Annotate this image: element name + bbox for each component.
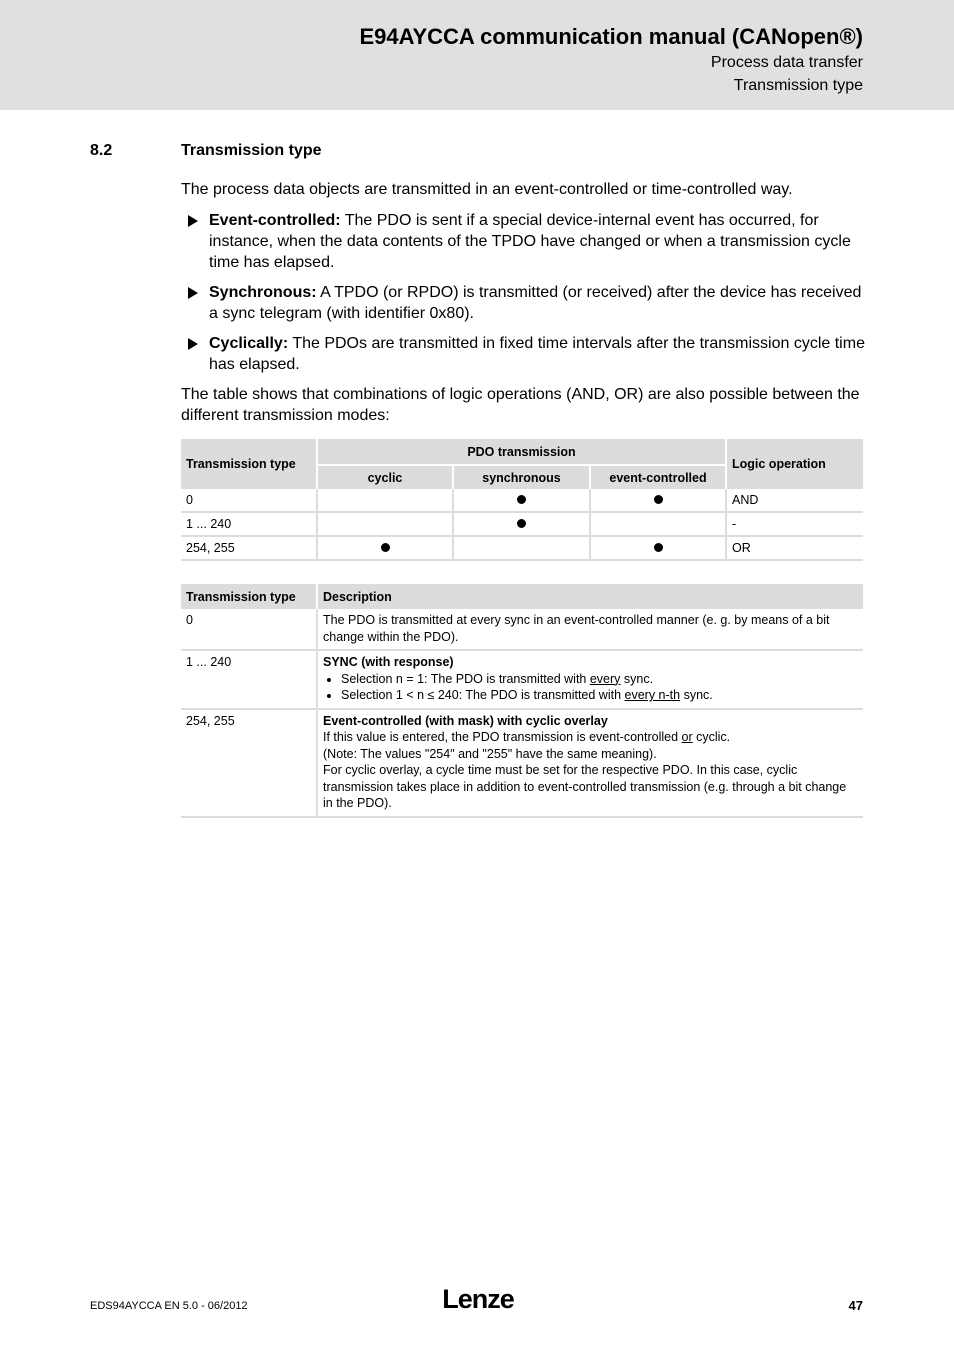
bullet-dot-icon: [654, 495, 663, 504]
header-event-controlled: event-controlled: [590, 465, 726, 489]
cell-synchronous: [453, 512, 590, 536]
svg-text:Lenze: Lenze: [442, 1284, 514, 1314]
cell-type: 0: [181, 609, 317, 650]
header-synchronous: synchronous: [453, 465, 590, 489]
bullet-dot-icon: [381, 543, 390, 552]
header-logic-operation: Logic operation: [726, 439, 863, 489]
cell-type: 0: [181, 489, 317, 512]
table-intro-paragraph: The table shows that combinations of logic operations (AND, OR) are also possible between the different transmission modes:: [181, 386, 860, 424]
cell-description: [317, 650, 863, 709]
bullet-dot-icon: [517, 495, 526, 504]
page-number: 47: [848, 1298, 863, 1313]
bullet-event-controlled: [181, 210, 865, 273]
chapter-title: Process data transfer: [710, 54, 863, 71]
page-header: [0, 0, 954, 110]
description-detail: For cyclic overlay, a cycle time must be set for the respective PDO. In this case, cyclic transmission takes place in addition to event-controlled transmission (e.g. through a bit change in the PDO).: [323, 763, 847, 810]
header-cyclic: cyclic: [317, 465, 453, 489]
cell-event-controlled: [590, 489, 726, 512]
cell-cyclic: [317, 536, 453, 560]
section-heading: Transmission type: [181, 142, 322, 159]
table-row: [181, 609, 863, 650]
bullet-dot-icon: [517, 519, 526, 528]
cell-synchronous: [453, 489, 590, 512]
bullet-dot-icon: [654, 543, 663, 552]
triangle-bullet-icon: [188, 215, 198, 227]
description-list: [323, 671, 858, 704]
cell-type: 254, 255: [181, 536, 317, 560]
document-title: E94AYCCA communication manual (CANopen®): [359, 24, 863, 49]
cell-cyclic: [317, 489, 453, 512]
header-transmission-type: Transmission type: [181, 439, 317, 489]
bullet-term: Event-controlled:: [209, 212, 341, 229]
section-title-header: Transmission type: [733, 77, 863, 94]
list-item: • Selection 1 < n ≤ 240: The PDO is transmitted with every n-th sync.: [341, 687, 858, 704]
cell-synchronous: [453, 536, 590, 560]
table-row: [181, 536, 863, 560]
bullet-term: Synchronous:: [209, 284, 317, 301]
footer-doc-id: EDS94AYCCA EN 5.0 - 06/2012: [90, 1300, 248, 1312]
cell-type: 254, 255: [181, 709, 317, 817]
bullet-text: The PDO is sent if a special device-internal event has occurred, for instance, when the data contents of the TPDO have changed or when a transmission cycle time has elapsed.: [209, 212, 851, 271]
header-description: Description: [317, 584, 863, 609]
cell-type: 1 ... 240: [181, 650, 317, 709]
cell-event-controlled: [590, 536, 726, 560]
description-title: SYNC (with response): [323, 655, 454, 669]
cell-type: 1 ... 240: [181, 512, 317, 536]
cell-description: Event-controlled (with mask) with cyclic overlay If this value is entered, the PDO transmission is event-controlled or cyclic. (Note: The values "254" and "255" have the same meaning). For cyclic overlay, a cycle time must be set for the respective PDO. In this case, cyclic transmission takes place in addition to event-controlled transmission (e.g. through a bit change in the PDO).: [317, 709, 863, 817]
cell-event-controlled: [590, 512, 726, 536]
intro-paragraph: The process data objects are transmitted in an event-controlled or time-controlled way.: [181, 181, 793, 198]
bullet-term: Cyclically:: [209, 335, 289, 352]
cell-description: The PDO is transmitted at every sync in an event-controlled manner (e. g. by means of a bit change within the PDO).: [317, 609, 863, 650]
bullet-cyclically: [181, 333, 865, 375]
cell-logic: AND: [726, 489, 863, 512]
table-row: [181, 489, 863, 512]
triangle-bullet-icon: [188, 338, 198, 350]
table-row: [181, 709, 863, 817]
list-item: • Selection n = 1: The PDO is transmitted with every sync.: [341, 671, 858, 688]
combination-table: [181, 439, 863, 561]
table-row: [181, 650, 863, 709]
header-pdo-transmission: PDO transmission: [317, 439, 726, 465]
description-title: Event-controlled (with mask) with cyclic overlay: [323, 713, 608, 728]
triangle-bullet-icon: [188, 287, 198, 299]
table-row: [181, 512, 863, 536]
lenze-logo: [438, 1284, 518, 1314]
cell-cyclic: [317, 512, 453, 536]
bullet-text: The PDOs are transmitted in fixed time intervals after the transmission cycle time has elapsed.: [209, 335, 865, 373]
header-transmission-type: Transmission type: [181, 584, 317, 609]
section-number: 8.2: [90, 142, 113, 159]
bullet-synchronous: [181, 282, 865, 324]
description-note: (Note: The values "254" and "255" have the same meaning).: [323, 746, 657, 761]
bullet-text: A TPDO (or RPDO) is transmitted (or received) after the device has received a sync telegram (with identifier 0x80).: [209, 284, 862, 322]
cell-logic: -: [726, 512, 863, 536]
cell-logic: OR: [726, 536, 863, 560]
description-table: [181, 584, 863, 818]
